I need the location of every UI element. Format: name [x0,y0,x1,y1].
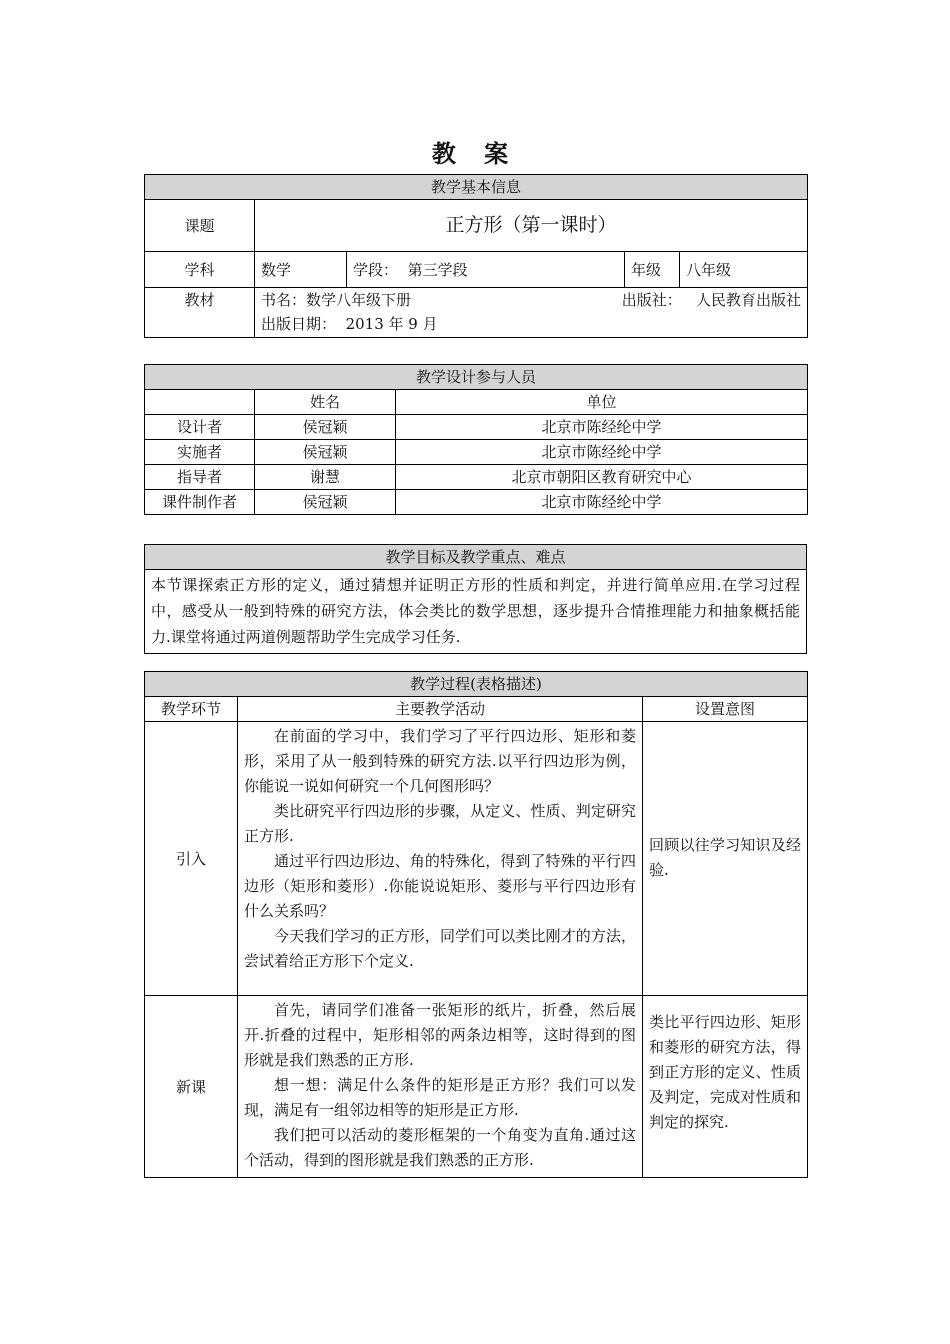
stage-cell [347,252,625,288]
role-cell: 指导者 [145,465,255,490]
publish-date [261,312,801,336]
topic-value: 正方形（第一课时） [255,200,808,252]
activity-paragraph: 在前面的学习中，我们学习了平行四边形、矩形和菱形，采用了从一般到特殊的研究方法.以平行四边形为例，你能说一说如何研究一个几何图形吗？ [244,727,636,795]
grade-value: 八年级 [680,252,808,288]
name-cell: 侯冠颖 [255,440,396,465]
col-unit: 单位 [396,390,808,415]
col-stage: 教学环节 [145,697,238,722]
stage-value: 第三学段 [407,260,468,279]
stage-cell: 新课 [145,996,238,1178]
activity-paragraph: 我们把可以活动的菱形框架的一个角变为直角.通过这个活动，得到的图形就是我们熟悉的正方形. [244,1126,636,1169]
activity-paragraph: 类比研究平行四边形的步骤，从定义、性质、判定研究正方形. [244,802,636,845]
basic-info-header: 教学基本信息 [145,175,808,200]
role-cell: 设计者 [145,415,255,440]
name-cell: 侯冠颖 [255,415,396,440]
date-label: 出版日期： [261,315,337,333]
role-cell: 实施者 [145,440,255,465]
process-header: 教学过程(表格描述) [145,672,808,697]
textbook-info [255,288,808,338]
intent-cell: 类比平行四边形、矩形和菱形的研究方法，得到正方形的定义、性质及判定，完成对性质和判定的探究. [643,996,808,1178]
subject-label: 学科 [145,252,255,288]
stage-label: 学段： [353,260,399,279]
topic-label: 课题 [145,200,255,252]
textbook-label: 教材 [145,288,255,338]
name-cell: 侯冠颖 [255,490,396,515]
goals-table [144,544,807,654]
book-name [261,288,411,312]
col-intent: 设置意图 [643,697,808,722]
goals-text: 本节课探索正方形的定义，通过猜想并证明正方形的性质和判定，并进行简单应用.在学习过程中，感受从一般到特殊的研究方法，体会类比的数学思想，逐步提升合情推理能力和抽象概括能力.课堂将通过两道例题帮助学生完成学习任务. [145,570,807,654]
unit-cell: 北京市朝阳区教育研究中心 [396,465,808,490]
activity-cell [238,722,643,996]
table-row [145,490,808,515]
stage-cell: 引入 [145,722,238,996]
blank-cell [145,390,255,415]
table-row [145,440,808,465]
unit-cell: 北京市陈经纶中学 [396,490,808,515]
table-row [145,415,808,440]
activity-paragraph: 通过平行四边形边、角的特殊化，得到了特殊的平行四边形（矩形和菱形）.你能说说矩形、菱形与平行四边形有什么关系吗？ [244,852,636,920]
activity-paragraph: 首先，请同学们准备一张矩形的纸片，折叠，然后展开.折叠的过程中，矩形相邻的两条边相等，这时得到的图形就是我们熟悉的正方形. [244,1001,636,1069]
book-label: 书名： [261,291,307,309]
book-value: 数学八年级下册 [306,291,412,309]
table-row [145,722,808,996]
role-cell: 课件制作者 [145,490,255,515]
unit-cell: 北京市陈经纶中学 [396,415,808,440]
name-cell: 谢慧 [255,465,396,490]
goals-header: 教学目标及教学重点、难点 [145,545,807,570]
publisher [622,288,801,312]
publisher-label: 出版社： [621,291,682,309]
activity-cell [238,996,643,1178]
activity-paragraph: 今天我们学习的正方形，同学们可以类比刚才的方法，尝试着给正方形下个定义. [244,927,636,970]
design-team-table [144,364,808,515]
grade-label: 年级 [625,252,680,288]
design-team-header: 教学设计参与人员 [145,365,808,390]
date-value: 2013 年 9 月 [345,315,438,333]
publisher-value: 人民教育出版社 [696,291,802,309]
basic-info-table [144,174,808,338]
table-row [145,465,808,490]
col-name: 姓名 [255,390,396,415]
unit-cell: 北京市陈经纶中学 [396,440,808,465]
process-table [144,671,808,1178]
page-title: 教 案 [431,140,519,168]
activity-paragraph: 想一想：满足什么条件的矩形是正方形？我们可以发现，满足有一组邻边相等的矩形是正方形. [244,1076,636,1119]
table-row [145,996,808,1178]
col-activity: 主要教学活动 [238,697,643,722]
intent-cell: 回顾以往学习知识及经验. [643,722,808,996]
subject-value: 数学 [255,252,347,288]
